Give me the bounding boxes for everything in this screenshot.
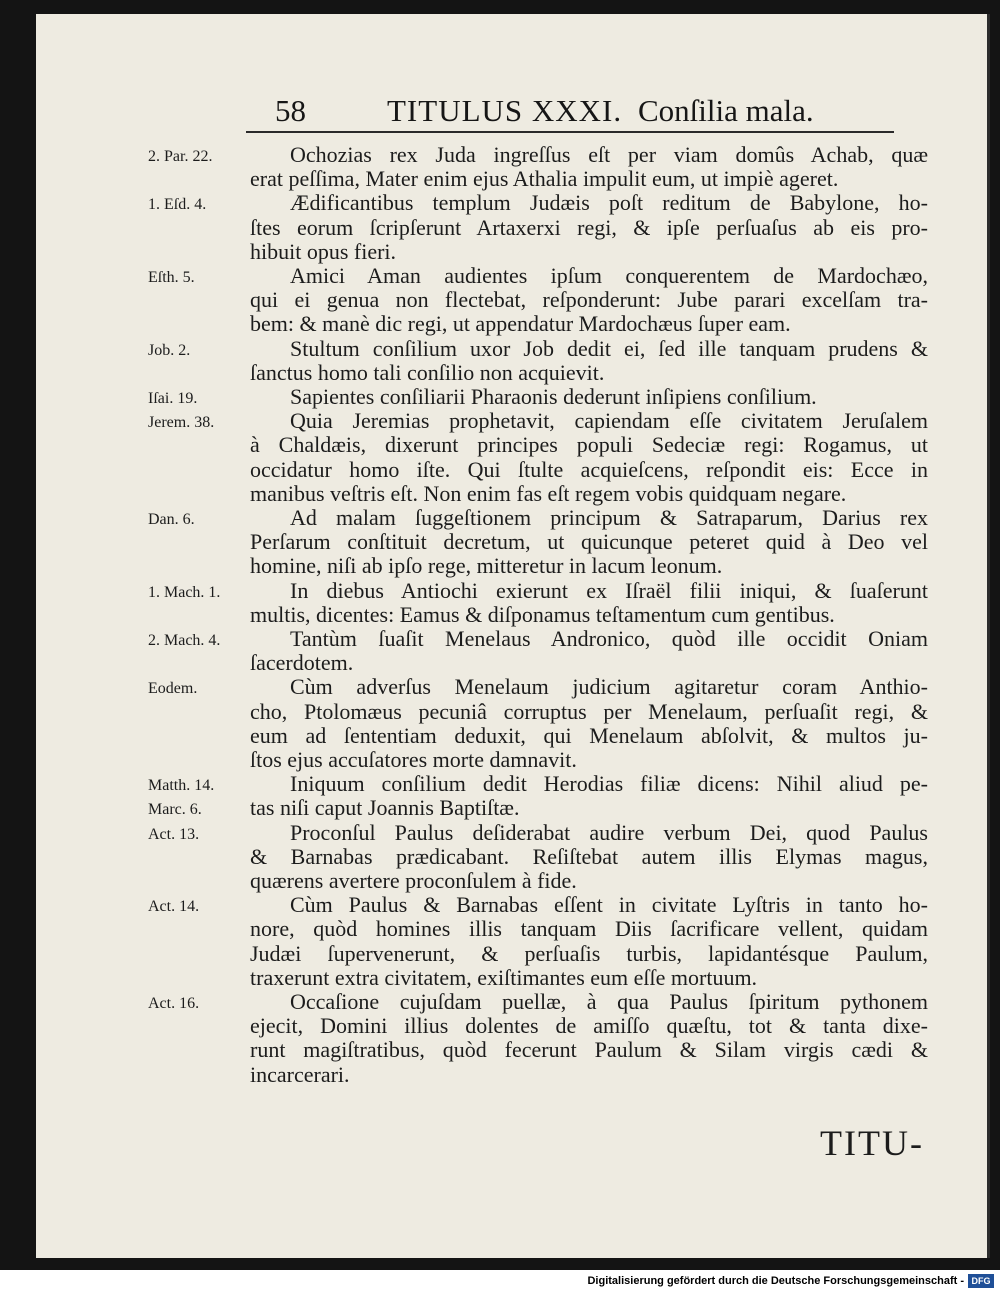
text-line: Ad malam ſuggeſtionem principum & Satraparum, Darius rex — [290, 505, 928, 530]
catchword: TITU- — [820, 1123, 924, 1163]
text-line: Ochozias rex Juda ingreſſus eſt per viam domûs Achab, quæ — [290, 142, 928, 167]
text-line: Sapientes conſiliarii Pharaonis dederunt inſipiens conſilium. — [290, 384, 817, 409]
margin-reference: Eodem. — [148, 680, 198, 698]
text-line: manibus veſtris eſt. Non enim fas eſt regem vobis quidquam negare. — [250, 480, 847, 506]
footer-bar — [0, 1270, 1000, 1295]
text-line: tas niſi caput Joannis Baptiſtæ. — [250, 795, 520, 821]
text-line: multis, dicentes: Eamus & diſponamus teſtamentum cum gentibus. — [250, 601, 835, 627]
text-line: Occaſione cujuſdam puellæ, à qua Paulus ſpiritum pythonem — [290, 989, 928, 1014]
margin-reference: Job. 2. — [148, 341, 191, 359]
text-line: bem: & manè dic regi, ut appendatur Mardochæus ſuper eam. — [250, 311, 791, 337]
page-number: 58 — [275, 93, 306, 128]
footer-credit: Digitalisierung gefördert durch die Deutsche Forschungsgemeinschaft - — [587, 1275, 964, 1287]
text-line: Cùm adverſus Menelaum judicium agitaretur coram Anthio- — [290, 674, 928, 700]
text-line: hibuit opus fieri. — [250, 238, 397, 264]
margin-reference: Matth. 14. — [148, 777, 215, 795]
text-line: Quia Jeremias prophetavit, capiendam eſſe civitatem Jeruſalem — [290, 408, 928, 434]
margin-reference: Act. 14. — [148, 898, 200, 916]
text-line: Perſarum conſtituit decretum, ut quicunque peteret quid à Deo vel — [250, 529, 928, 555]
margin-reference: Jerem. 38. — [148, 414, 215, 432]
text-line: Cùm Paulus & Barnabas eſſent in civitate Lyſtris in tanto ho- — [290, 892, 928, 918]
text-line: traxerunt extra civitatem, exiſtimantes eum eſſe mortuum. — [250, 964, 758, 990]
text-line: à Chaldæis, dixerunt principes populi Sedeciæ regi: Rogamus, ut — [250, 432, 928, 458]
text-line: ejecit, Domini illius dolentes de amiſſo quæſtu, tot & tanta dixe- — [250, 1013, 928, 1039]
margin-reference: 1. Mach. 1. — [148, 583, 221, 601]
margin-reference: Act. 16. — [148, 995, 200, 1012]
text-line: ſanctus homo tali conſilio non acquievit. — [250, 359, 605, 385]
text-line: Judæi ſupervenerunt, & perſuaſis turbis, lapidantésque Paulum, — [250, 940, 928, 966]
text-line: homine, niſi ab ipſo rege, mitteretur in lacum leonum. — [250, 553, 723, 579]
text-line: ſtos ejus accuſatores morte damnavit. — [250, 747, 577, 772]
margin-reference: Act. 13. — [148, 825, 200, 843]
text-line: In diebus Antiochi exierunt ex Iſraël filii iniqui, & ſuaſerunt — [290, 577, 928, 603]
text-line: Ædificantibus templum Judæis poſt reditum de Babylone, ho- — [290, 190, 928, 216]
text-line: Amici Aman audientes ipſum conquerentem de Mardochæo, — [290, 263, 928, 288]
text-line: eum ad ſententiam deduxit, qui Menelaum abſolvit, & multos ju- — [250, 722, 928, 748]
text-line: incarcerari. — [250, 1061, 350, 1087]
margin-reference: 1. Eſd. 4. — [148, 196, 207, 214]
margin-reference: Marc. 6. — [148, 801, 202, 819]
text-line: nore, quòd homines illis tanquam Diis ſacrificare vellent, quidam — [250, 916, 928, 942]
text-line: qui ei genua non flectebat, reſponderunt: Jube parari excelſam tra- — [250, 287, 928, 313]
text-line: runt magiſtratibus, quòd fecerunt Paulum & Silam virgis cædi & — [250, 1037, 928, 1063]
page-subtitle: Conſilia mala. — [638, 93, 814, 128]
margin-reference: 2. Mach. 4. — [148, 632, 221, 649]
text-line: quærens avertere proconſulem à fide. — [250, 868, 577, 893]
margin-reference: Iſai. 19. — [148, 390, 198, 407]
page-title: TITULUS XXXI. — [387, 93, 623, 128]
text-line: Proconſul Paulus deſiderabat audire verbum Dei, quod Paulus — [290, 819, 928, 845]
text-line: ſacerdotem. — [250, 650, 354, 676]
header-rule — [246, 131, 894, 133]
text-line: ſtes eorum ſcripſerunt Artaxerxi regi, & ipſe perſuaſus ab eis pro- — [250, 214, 928, 240]
text-line: Stultum conſilium uxor Job dedit ei, ſed ille tanquam prudens & — [290, 335, 928, 361]
text-line: Iniquum conſilium dedit Herodias filiæ dicens: Nihil aliud pe- — [290, 771, 928, 797]
margin-reference: 2. Par. 22. — [148, 148, 213, 165]
dfg-logo-icon: DFG — [968, 1274, 994, 1288]
text-line: occidatur homo iſte. Qui ſtulte acquieſcens, reſpondit eis: Ecce in — [250, 456, 928, 482]
margin-reference: Eſth. 5. — [148, 269, 195, 286]
margin-reference: Dan. 6. — [148, 511, 195, 528]
text-line: Tantùm ſuaſit Menelaus Andronico, quòd ille occidit Oniam — [290, 626, 928, 651]
text-line: & Barnabas prædicabant. Reſiſtebat autem illis Elymas magus, — [250, 843, 928, 869]
text-line: erat peſſima, Mater enim ejus Athalia impulit eum, ut impiè ageret. — [250, 166, 839, 192]
text-line: cho, Ptolomæus pecuniâ corruptus per Menelaum, perſuaſit regi, & — [250, 698, 928, 724]
